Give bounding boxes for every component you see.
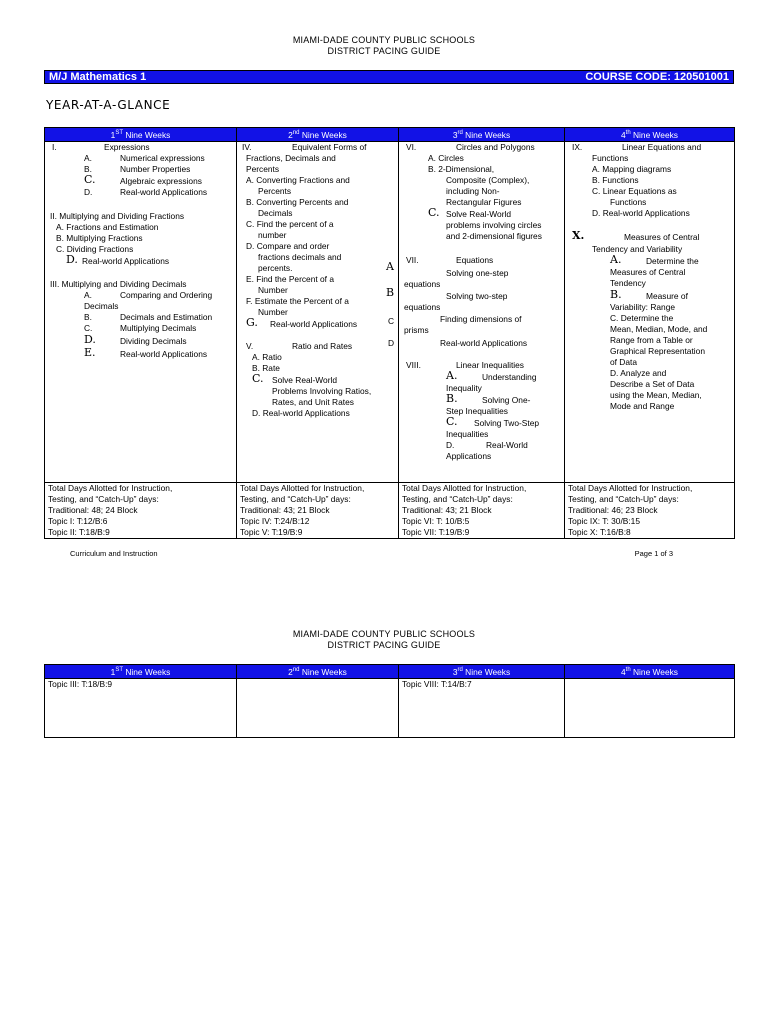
topics-cell-4 xyxy=(565,141,735,482)
pacing-table xyxy=(44,127,735,539)
item-text: Number xyxy=(258,306,288,317)
topic-title: Percents xyxy=(246,163,280,174)
page2-cell-1: Topic III: T:18/B:9 xyxy=(45,678,237,737)
item-text: A. Mapping diagrams xyxy=(592,163,672,174)
topics-cell-1 xyxy=(45,141,237,482)
totals-line: Traditional: 48; 24 Block xyxy=(48,504,138,515)
item-text: Describe a Set of Data xyxy=(610,378,695,389)
week-header-2: 2nd Nine Weeks xyxy=(237,665,399,679)
topic-title: Expressions xyxy=(104,141,150,152)
item-text: A. Circles xyxy=(428,152,464,163)
topic-title: Linear Equations and xyxy=(622,141,702,152)
margin-letter: A xyxy=(386,259,394,273)
margin-letter: B xyxy=(386,285,395,299)
totals-line: Topic X: T:16/B:8 xyxy=(568,526,631,537)
item-letter: A. xyxy=(84,152,92,163)
item-text: Variability: Range xyxy=(610,301,676,312)
item-text: Real-World xyxy=(486,439,528,450)
item-text: using the Mean, Median, xyxy=(610,389,702,400)
item-text: D. Real-world Applications xyxy=(252,407,350,418)
topic-title: Equations xyxy=(456,254,494,265)
item-letter: C. xyxy=(428,205,440,219)
item-text: B. Rate xyxy=(252,362,280,373)
item-text: number xyxy=(258,229,287,240)
totals-line: Topic VII: T:19/B:9 xyxy=(402,526,470,537)
year-at-a-glance-heading: YEAR-AT-A-GLANCE xyxy=(46,98,171,112)
item-text: Solving Two-Step xyxy=(474,417,540,428)
totals-line: Traditional: 46; 23 Block xyxy=(568,504,658,515)
item-text: equations xyxy=(404,278,441,289)
week-header-1: 1ST Nine Weeks xyxy=(45,665,237,679)
item-text: prisms xyxy=(404,324,429,335)
item-text: Real-world Applications xyxy=(120,348,208,359)
item-text: Applications xyxy=(446,450,492,461)
item-text: A. Ratio xyxy=(252,351,282,362)
topic-number: V. xyxy=(246,340,254,351)
item-text: Measure of xyxy=(646,290,688,301)
totals-line: Topic IV: T:24/B:12 xyxy=(240,515,310,526)
item-letter: C. xyxy=(84,322,93,333)
item-text: Tendency xyxy=(610,277,646,288)
document-subtitle: DISTRICT PACING GUIDE xyxy=(327,46,441,56)
item-text: fractions decimals and xyxy=(258,251,342,262)
item-letter: B. xyxy=(610,287,622,301)
item-text: A. Fractions and Estimation xyxy=(56,221,159,232)
page2-document-subtitle: DISTRICT PACING GUIDE xyxy=(327,640,441,650)
item-text: Problems Involving Ratios, xyxy=(272,385,372,396)
topic-title: III. Multiplying and Dividing Decimals xyxy=(50,278,187,289)
week-header-2: 2nd Nine Weeks xyxy=(237,128,399,142)
item-text: E. Find the Percent of a xyxy=(246,273,334,284)
item-text: Solving one-step xyxy=(446,267,509,278)
week-header-3: 3rd Nine Weeks xyxy=(399,128,565,142)
pacing-table-page2 xyxy=(44,664,735,738)
item-text: Measures of Central xyxy=(610,266,686,277)
item-text: Mode and Range xyxy=(610,400,675,411)
item-letter: B. xyxy=(84,311,92,322)
page2-cell-2 xyxy=(237,678,399,737)
item-text: Real-world Applications xyxy=(270,318,358,329)
item-letter: B. xyxy=(84,163,92,174)
item-text: Step Inequalities xyxy=(446,405,508,416)
item-text: Solve Real-World xyxy=(446,208,512,219)
page2-district-title: MIAMI-DADE COUNTY PUBLIC SCHOOLS xyxy=(292,629,476,639)
item-text: Number xyxy=(258,284,288,295)
item-text: Range from a Table or xyxy=(610,334,693,345)
week-header-1: 1ST Nine Weeks xyxy=(45,128,237,142)
totals-line: Total Days Allotted for Instruction, xyxy=(402,482,527,493)
item-text: Mean, Median, Mode, and xyxy=(610,323,708,334)
item-text: Multiplying Decimals xyxy=(120,322,197,333)
item-text: A. Converting Fractions and xyxy=(246,174,350,185)
district-title: MIAMI-DADE COUNTY PUBLIC SCHOOLS xyxy=(292,35,476,45)
item-text: Rates, and Unit Rates xyxy=(272,396,354,407)
item-letter: E. xyxy=(84,345,96,359)
item-text: Decimals xyxy=(258,207,293,218)
item-letter: D. xyxy=(66,252,78,266)
totals-line: Total Days Allotted for Instruction, xyxy=(240,482,365,493)
item-text: Inequalities xyxy=(446,428,489,439)
footer-left: Curriculum and Instruction xyxy=(70,549,158,558)
page-number: Page 1 of 3 xyxy=(634,549,673,558)
item-text: Decimals xyxy=(84,300,119,311)
totals-line: Topic VI: T: 10/B:5 xyxy=(402,515,470,526)
item-letter: C. xyxy=(446,414,458,428)
item-text: and 2-dimensional figures xyxy=(446,230,542,241)
item-text: Inequality xyxy=(446,382,482,393)
item-text: F. Estimate the Percent of a xyxy=(246,295,349,306)
item-letter: D. xyxy=(84,186,93,197)
item-text: Solve Real-World xyxy=(272,374,338,385)
item-letter: C. xyxy=(252,371,264,385)
margin-letter: C xyxy=(388,315,395,326)
item-text: Number Properties xyxy=(120,163,191,174)
item-letter: B. xyxy=(446,391,458,405)
topic-number: IX. xyxy=(572,141,583,152)
course-title: M/J Mathematics 1 xyxy=(49,71,147,83)
item-text: Decimals and Estimation xyxy=(120,311,213,322)
item-text: Finding dimensions of xyxy=(440,313,522,324)
totals-line: Testing, and “Catch-Up” days: xyxy=(48,493,159,504)
item-letter: D. xyxy=(84,332,96,346)
item-text: C. Dividing Fractions xyxy=(56,243,134,254)
topic-number: VIII. xyxy=(406,359,421,370)
item-letter: A. xyxy=(610,252,622,266)
topic-title: Tendency and Variability xyxy=(592,243,683,254)
topic-number: I. xyxy=(52,141,57,152)
topic-title: Equivalent Forms of xyxy=(292,141,367,152)
totals-line: Total Days Allotted for Instruction, xyxy=(568,482,693,493)
item-text: Comparing and Ordering xyxy=(120,289,213,300)
totals-line: Total Days Allotted for Instruction, xyxy=(48,482,173,493)
topics-cell-3 xyxy=(399,141,565,482)
course-bar xyxy=(44,70,734,84)
totals-line: Topic V: T:19/B:9 xyxy=(240,526,303,537)
item-letter: A. xyxy=(446,368,458,382)
topic-title: Linear Inequalities xyxy=(456,359,524,370)
item-text: Solving One- xyxy=(482,394,531,405)
item-text: Numerical expressions xyxy=(120,152,205,163)
week-header-row xyxy=(45,665,735,679)
item-letter: D. xyxy=(446,439,455,450)
page2-cell-3: Topic VIII: T:14/B:7 xyxy=(399,678,565,737)
item-text: D. Compare and order xyxy=(246,240,330,251)
totals-cell-4 xyxy=(565,482,735,538)
topic-number: VI. xyxy=(406,141,417,152)
item-text: Real-world Applications xyxy=(120,186,208,197)
totals-cell-2 xyxy=(237,482,399,538)
topic-title: Functions xyxy=(592,152,629,163)
item-text: C. Find the percent of a xyxy=(246,218,334,229)
item-text: Solving two-step xyxy=(446,290,508,301)
course-code: COURSE CODE: 120501001 xyxy=(585,71,729,83)
topic-number: X. xyxy=(572,228,585,242)
week-header-row xyxy=(45,128,735,142)
item-text: including Non- xyxy=(446,185,500,196)
item-letter: G. xyxy=(246,315,258,329)
topics-row xyxy=(45,141,735,482)
topic-title: Measures of Central xyxy=(624,231,700,242)
item-text: equations xyxy=(404,301,441,312)
item-text: Composite (Complex), xyxy=(446,174,530,185)
totals-line: Testing, and “Catch-Up” days: xyxy=(240,493,351,504)
totals-line: Topic I: T:12/B:6 xyxy=(48,515,108,526)
topic-title: Ratio and Rates xyxy=(292,340,353,351)
item-text: of Data xyxy=(610,356,638,367)
totals-line: Traditional: 43; 21 Block xyxy=(240,504,330,515)
totals-cell-1 xyxy=(45,482,237,538)
topic-title: Circles and Polygons xyxy=(456,141,535,152)
item-letter: A. xyxy=(84,289,92,300)
week-header-3: 3rd Nine Weeks xyxy=(399,665,565,679)
item-text: problems involving circles xyxy=(446,219,542,230)
totals-line: Traditional: 43; 21 Block xyxy=(402,504,492,515)
item-text: Graphical Representation xyxy=(610,345,705,356)
item-text: Real-world Applications xyxy=(440,337,528,348)
topic-title: II. Multiplying and Dividing Fractions xyxy=(50,210,185,221)
item-text: Dividing Decimals xyxy=(120,335,187,346)
item-text: D. Real-world Applications xyxy=(592,207,690,218)
item-text: Determine the xyxy=(646,255,699,266)
item-text: Rectangular Figures xyxy=(446,196,522,207)
item-text: B. Multiplying Fractions xyxy=(56,232,143,243)
item-text: percents. xyxy=(258,262,293,273)
item-text: Functions xyxy=(610,196,647,207)
item-text: B. Converting Percents and xyxy=(246,196,349,207)
topic-title: Fractions, Decimals and xyxy=(246,152,336,163)
item-text: B. Functions xyxy=(592,174,639,185)
page2-cell-4 xyxy=(565,678,735,737)
totals-line: Topic II: T:18/B:9 xyxy=(48,526,110,537)
topic-number: IV. xyxy=(242,141,252,152)
totals-line: Topic IX: T: 30/B:15 xyxy=(568,515,641,526)
item-text: C. Determine the xyxy=(610,312,674,323)
totals-line: Testing, and “Catch-Up” days: xyxy=(568,493,679,504)
week-header-4: 4th Nine Weeks xyxy=(565,128,735,142)
item-text: B. 2-Dimensional, xyxy=(428,163,495,174)
item-letter: C. xyxy=(84,172,96,186)
topic-number: VII. xyxy=(406,254,419,265)
topics-cell-2 xyxy=(237,141,399,482)
item-text: Algebraic expressions xyxy=(120,175,202,186)
item-text: C. Linear Equations as xyxy=(592,185,677,196)
item-text: D. Analyze and xyxy=(610,367,667,378)
week-header-4: 4th Nine Weeks xyxy=(565,665,735,679)
totals-line: Testing, and “Catch-Up” days: xyxy=(402,493,513,504)
margin-letter: D xyxy=(388,337,395,348)
item-text: Understanding xyxy=(482,371,537,382)
item-text: Real-world Applications xyxy=(82,255,170,266)
totals-cell-3 xyxy=(399,482,565,538)
topics-row xyxy=(45,678,735,737)
item-text: Percents xyxy=(258,185,292,196)
totals-row xyxy=(45,482,735,538)
